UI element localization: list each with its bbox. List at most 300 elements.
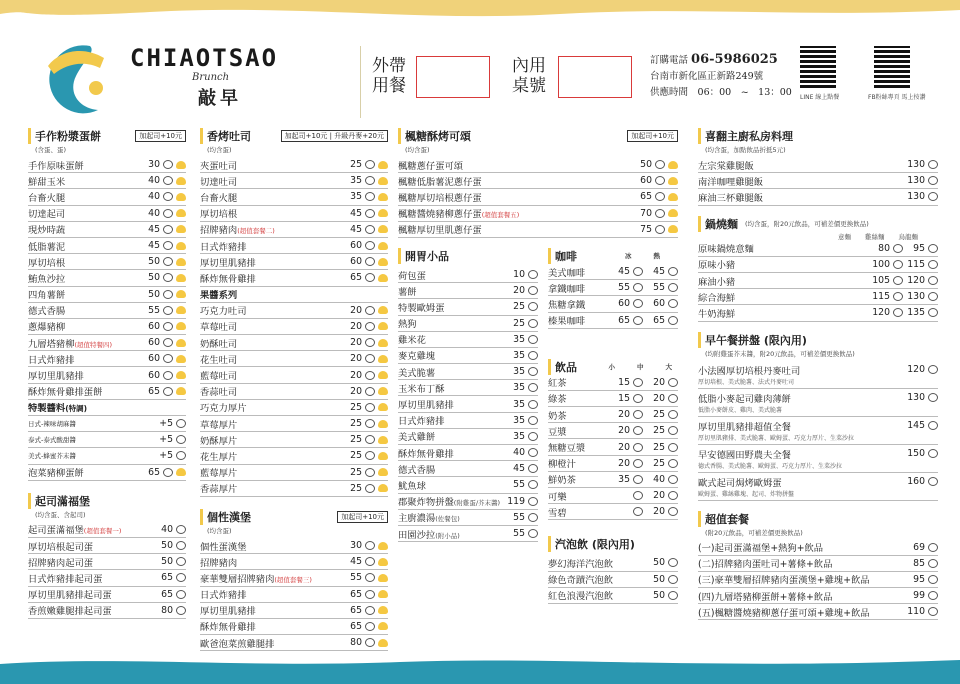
egg-icon: [176, 161, 186, 169]
select-circle[interactable]: [365, 622, 375, 631]
list-item[interactable]: [200, 481, 388, 497]
list-item[interactable]: [200, 351, 388, 367]
select-circle[interactable]: [365, 468, 375, 477]
select-circle[interactable]: [528, 480, 538, 489]
select-circle[interactable]: [633, 378, 643, 387]
list-item[interactable]: [398, 413, 538, 429]
list-item[interactable]: [698, 417, 938, 445]
select-circle[interactable]: [365, 451, 375, 460]
select-circle[interactable]: [668, 475, 678, 484]
list-item[interactable]: [28, 538, 186, 554]
list-item[interactable]: [698, 241, 938, 257]
list-item[interactable]: [398, 222, 678, 238]
select-circle[interactable]: [528, 497, 538, 506]
price: 25: [350, 159, 362, 171]
select-circle[interactable]: [365, 192, 375, 201]
list-item[interactable]: [200, 173, 388, 189]
list-item[interactable]: [698, 361, 938, 389]
list-item[interactable]: [200, 570, 388, 586]
select-circle[interactable]: [893, 308, 903, 317]
select-circle[interactable]: [655, 192, 665, 201]
price: 60: [350, 256, 362, 268]
select-circle[interactable]: [163, 354, 173, 363]
select-circle[interactable]: [633, 394, 643, 403]
egg-icon: [176, 193, 186, 201]
brand-cn: 敲早: [198, 88, 242, 109]
list-item[interactable]: [548, 555, 678, 571]
select-circle[interactable]: [163, 290, 173, 299]
egg-icon: [378, 590, 388, 598]
price: 25: [350, 450, 362, 462]
item-name: 小法國厚切培根丹麥吐司: [698, 365, 801, 377]
list-item[interactable]: [28, 384, 186, 400]
price: +5: [159, 450, 173, 462]
list-item[interactable]: [200, 400, 388, 416]
select-circle[interactable]: [365, 225, 375, 234]
select-circle[interactable]: [163, 160, 173, 169]
price: 65: [148, 385, 160, 397]
select-circle[interactable]: [163, 257, 173, 266]
list-item[interactable]: [548, 423, 678, 439]
list-item[interactable]: [28, 416, 186, 432]
list-item[interactable]: [200, 465, 388, 481]
select-circle[interactable]: [928, 607, 938, 616]
select-circle[interactable]: [528, 302, 538, 311]
select-circle[interactable]: [176, 606, 186, 615]
list-item[interactable]: [28, 157, 186, 173]
item-name: (一)起司蛋滿福堡+熱狗+飲品: [698, 543, 824, 555]
list-item[interactable]: [200, 603, 388, 619]
list-item[interactable]: [200, 635, 388, 651]
select-circle[interactable]: [365, 484, 375, 493]
select-circle[interactable]: [365, 176, 375, 185]
select-circle[interactable]: [163, 338, 173, 347]
list-item[interactable]: [200, 157, 388, 173]
select-circle[interactable]: [163, 192, 173, 201]
select-circle[interactable]: [163, 176, 173, 185]
list-item[interactable]: [200, 319, 388, 335]
select-circle[interactable]: [633, 507, 643, 516]
item-name: 日式炸豬排: [28, 354, 75, 366]
select-circle[interactable]: [365, 257, 375, 266]
select-circle[interactable]: [893, 244, 903, 253]
list-item[interactable]: [548, 264, 678, 280]
list-item[interactable]: [548, 391, 678, 407]
list-item[interactable]: [28, 238, 186, 254]
select-circle[interactable]: [928, 449, 938, 458]
list-item[interactable]: [698, 257, 938, 273]
list-item[interactable]: [398, 267, 538, 283]
line-qr-code[interactable]: [800, 46, 836, 88]
select-circle[interactable]: [928, 160, 938, 169]
list-item[interactable]: [398, 477, 538, 493]
select-circle[interactable]: [928, 308, 938, 317]
select-circle[interactable]: [668, 316, 678, 325]
list-item[interactable]: [398, 189, 678, 205]
list-item[interactable]: [200, 554, 388, 570]
item-note: (附小品): [435, 531, 460, 540]
price: 55: [513, 479, 525, 491]
select-circle[interactable]: [365, 403, 375, 412]
list-item[interactable]: [398, 332, 538, 348]
price: 40: [161, 523, 173, 535]
select-circle[interactable]: [893, 260, 903, 269]
select-circle[interactable]: [633, 299, 643, 308]
list-item[interactable]: [28, 303, 186, 319]
price: 80: [350, 637, 362, 649]
section-bun: 個性漢堡 加起司+10元 (均含蛋) 個性蛋漢堡 30 招牌豬肉 45 豪華雙層招牌豬肉(超值套餐三) 55 日式炸豬排 65 厚切里肌豬排 65 酥炸無骨雞排 65 歐爸泡菜煎雞腿排 80: [200, 509, 388, 651]
select-circle[interactable]: [893, 276, 903, 285]
select-circle[interactable]: [365, 354, 375, 363]
select-circle[interactable]: [163, 241, 173, 250]
list-item[interactable]: [398, 283, 538, 299]
price: 40: [148, 207, 160, 219]
select-circle[interactable]: [528, 351, 538, 360]
list-item[interactable]: [398, 316, 538, 332]
select-circle[interactable]: [928, 244, 938, 253]
egg-icon: [668, 161, 678, 169]
list-item[interactable]: [398, 157, 678, 173]
price: 50: [148, 288, 160, 300]
price: 50: [653, 557, 665, 569]
select-circle[interactable]: [176, 541, 186, 550]
item-name: 荷包蛋: [398, 270, 426, 282]
item-name: 豆漿: [548, 426, 567, 438]
select-circle[interactable]: [365, 435, 375, 444]
price: 45: [618, 266, 630, 278]
item-name: 德式香腸: [28, 306, 66, 318]
list-item[interactable]: [28, 554, 186, 570]
list-item[interactable]: [28, 351, 186, 367]
select-circle[interactable]: [365, 241, 375, 250]
select-circle[interactable]: [668, 394, 678, 403]
egg-icon: [176, 258, 186, 266]
list-item[interactable]: [398, 510, 538, 526]
list-item[interactable]: [548, 504, 678, 520]
select-circle[interactable]: [928, 260, 938, 269]
select-circle[interactable]: [176, 435, 186, 444]
select-circle[interactable]: [928, 176, 938, 185]
item-name: 夢幻海洋汽泡飲: [548, 558, 614, 570]
select-circle[interactable]: [633, 283, 643, 292]
select-circle[interactable]: [893, 292, 903, 301]
list-item[interactable]: [28, 287, 186, 303]
list-item[interactable]: [548, 488, 678, 504]
select-circle[interactable]: [668, 299, 678, 308]
select-circle[interactable]: [528, 367, 538, 376]
list-item[interactable]: [200, 270, 388, 286]
list-item[interactable]: [698, 389, 938, 417]
list-item[interactable]: [698, 289, 938, 305]
list-item[interactable]: [698, 556, 938, 572]
select-circle[interactable]: [176, 451, 186, 460]
list-item[interactable]: [200, 335, 388, 351]
select-circle[interactable]: [633, 267, 643, 276]
list-item[interactable]: [698, 572, 938, 588]
select-circle[interactable]: [163, 371, 173, 380]
select-circle[interactable]: [668, 558, 678, 567]
list-item[interactable]: [28, 189, 186, 205]
list-item[interactable]: 泡菜豬柳蛋餅 65: [28, 465, 186, 481]
list-item[interactable]: [398, 396, 538, 412]
list-item[interactable]: [398, 445, 538, 461]
select-circle[interactable]: [528, 448, 538, 457]
list-item[interactable]: [200, 222, 388, 238]
select-circle[interactable]: [365, 387, 375, 396]
select-circle[interactable]: [668, 443, 678, 452]
select-circle[interactable]: [668, 267, 678, 276]
select-circle[interactable]: [528, 270, 538, 279]
select-circle[interactable]: [668, 283, 678, 292]
list-item[interactable]: [698, 473, 938, 501]
item-name: 香蒜厚片: [200, 484, 238, 496]
select-circle[interactable]: [528, 432, 538, 441]
list-item[interactable]: [28, 254, 186, 270]
select-circle[interactable]: [655, 225, 665, 234]
price: 80: [161, 604, 173, 616]
select-circle[interactable]: [163, 387, 173, 396]
list-item[interactable]: [398, 380, 538, 396]
list-item[interactable]: [200, 619, 388, 635]
list-item[interactable]: [28, 222, 186, 238]
select-circle[interactable]: [668, 459, 678, 468]
platter-row: [698, 391, 938, 405]
select-circle[interactable]: [365, 573, 375, 582]
select-circle[interactable]: [163, 209, 173, 218]
price: 25: [350, 466, 362, 478]
promo-note: (超值套餐五): [481, 211, 520, 220]
list-item[interactable]: [200, 367, 388, 383]
select-circle[interactable]: [163, 225, 173, 234]
select-circle[interactable]: [928, 292, 938, 301]
select-circle[interactable]: [528, 319, 538, 328]
select-circle[interactable]: [928, 591, 938, 600]
list-item[interactable]: [398, 299, 538, 315]
select-circle[interactable]: [928, 192, 938, 201]
list-item[interactable]: [28, 432, 186, 448]
select-circle[interactable]: [163, 273, 173, 282]
select-circle[interactable]: [668, 378, 678, 387]
list-item[interactable]: [548, 280, 678, 296]
price: 120: [907, 364, 925, 375]
list-item[interactable]: [28, 319, 186, 335]
item-name: 日式炸豬排: [200, 241, 247, 253]
list-item[interactable]: [698, 540, 938, 556]
select-circle[interactable]: [928, 365, 938, 374]
select-circle[interactable]: [668, 410, 678, 419]
select-circle[interactable]: [176, 573, 186, 582]
list-item[interactable]: [200, 587, 388, 603]
price: 15: [618, 376, 630, 388]
list-item[interactable]: [200, 206, 388, 222]
fb-qr-code[interactable]: [874, 46, 910, 88]
select-circle[interactable]: [655, 160, 665, 169]
list-item[interactable]: [698, 189, 938, 205]
select-circle[interactable]: [176, 590, 186, 599]
select-circle[interactable]: [928, 276, 938, 285]
select-circle[interactable]: [365, 273, 375, 282]
select-circle[interactable]: [633, 443, 643, 452]
list-item[interactable]: [548, 313, 678, 329]
list-item[interactable]: [548, 572, 678, 588]
select-circle[interactable]: [365, 590, 375, 599]
select-circle[interactable]: [176, 525, 186, 534]
select-circle[interactable]: [528, 513, 538, 522]
list-item[interactable]: [28, 587, 186, 603]
list-item[interactable]: [28, 522, 186, 538]
list-item[interactable]: [28, 603, 186, 619]
select-circle[interactable]: [528, 400, 538, 409]
list-item[interactable]: [548, 456, 678, 472]
list-item[interactable]: [548, 407, 678, 423]
item-name: 紅茶: [548, 378, 567, 390]
select-circle[interactable]: [365, 541, 375, 550]
list-item[interactable]: [200, 432, 388, 448]
select-circle[interactable]: [365, 419, 375, 428]
select-circle[interactable]: [668, 575, 678, 584]
list-item[interactable]: [698, 604, 938, 620]
item-name: 美式脆薯: [398, 367, 436, 379]
select-circle[interactable]: [365, 322, 375, 331]
price: 70: [640, 207, 652, 219]
list-item[interactable]: [28, 206, 186, 222]
select-circle[interactable]: [668, 507, 678, 516]
select-circle[interactable]: [365, 371, 375, 380]
item-name: 泰式-泰式酸甜醬: [28, 436, 76, 445]
select-circle[interactable]: [163, 306, 173, 315]
dinein-box[interactable]: [558, 56, 632, 98]
item-name: 九層塔豬柳(超值特餐四): [28, 338, 113, 350]
select-circle[interactable]: [528, 383, 538, 392]
list-item[interactable]: [28, 448, 186, 464]
egg-icon: [668, 209, 678, 217]
brand-name: CHIAOTSAO: [130, 44, 279, 72]
list-item[interactable]: [200, 448, 388, 464]
select-circle[interactable]: [365, 338, 375, 347]
list-item[interactable]: [398, 494, 538, 510]
select-circle[interactable]: [163, 322, 173, 331]
price: 25: [350, 401, 362, 413]
list-item[interactable]: [398, 461, 538, 477]
list-item[interactable]: [398, 429, 538, 445]
list-item[interactable]: [698, 445, 938, 473]
select-circle[interactable]: [655, 176, 665, 185]
select-circle[interactable]: [528, 286, 538, 295]
takeout-label: 外帶 用餐: [372, 56, 406, 96]
select-circle[interactable]: [633, 316, 643, 325]
select-circle[interactable]: [928, 421, 938, 430]
price: 20: [350, 337, 362, 349]
price: 45: [350, 556, 362, 568]
list-item[interactable]: [398, 348, 538, 364]
select-circle[interactable]: [365, 160, 375, 169]
item-name: 可樂: [548, 491, 567, 503]
select-circle[interactable]: [655, 209, 665, 218]
list-item[interactable]: [398, 526, 538, 542]
price: 65: [350, 620, 362, 632]
select-circle[interactable]: [633, 491, 643, 500]
select-circle[interactable]: [928, 477, 938, 486]
select-circle[interactable]: [668, 426, 678, 435]
select-circle[interactable]: [668, 491, 678, 500]
list-item[interactable]: [548, 375, 678, 391]
list-item[interactable]: [398, 364, 538, 380]
list-item[interactable]: [200, 303, 388, 319]
price: 60: [653, 298, 665, 310]
list-item[interactable]: [398, 206, 678, 222]
list-item[interactable]: [200, 538, 388, 554]
list-item[interactable]: [698, 305, 938, 321]
list-item[interactable]: [200, 254, 388, 270]
select-circle[interactable]: [928, 575, 938, 584]
select-circle[interactable]: [365, 606, 375, 615]
egg-icon: [378, 468, 388, 476]
select-circle[interactable]: [365, 638, 375, 647]
select-circle[interactable]: [365, 557, 375, 566]
item-name: 鮪魚沙拉: [28, 273, 66, 285]
select-circle[interactable]: [365, 306, 375, 315]
select-circle[interactable]: [633, 459, 643, 468]
egg-icon: [378, 436, 388, 444]
list-item[interactable]: [698, 273, 938, 289]
select-circle[interactable]: [928, 543, 938, 552]
select-circle[interactable]: [633, 426, 643, 435]
list-item[interactable]: [200, 238, 388, 254]
list-item[interactable]: [28, 270, 186, 286]
select-circle[interactable]: [528, 464, 538, 473]
list-item[interactable]: [548, 439, 678, 455]
list-item[interactable]: [398, 173, 678, 189]
egg-icon: [378, 606, 388, 614]
list-item[interactable]: [548, 296, 678, 312]
list-item[interactable]: [28, 570, 186, 586]
item-desc: 歐姆蛋、雞絲雞塊、起司、炸物拼盤: [698, 490, 795, 498]
brand-sub: Brunch: [192, 72, 230, 83]
select-circle[interactable]: [176, 419, 186, 428]
egg-icon: [176, 242, 186, 250]
list-item[interactable]: [698, 588, 938, 604]
select-circle[interactable]: [365, 209, 375, 218]
select-circle[interactable]: [176, 557, 186, 566]
select-circle[interactable]: [928, 559, 938, 568]
price: 50: [148, 272, 160, 284]
list-item[interactable]: [200, 189, 388, 205]
list-item[interactable]: [200, 384, 388, 400]
list-item[interactable]: [28, 335, 186, 351]
price: 40: [653, 473, 665, 485]
list-item[interactable]: [28, 367, 186, 383]
takeout-box[interactable]: [416, 56, 490, 98]
price: 25: [513, 317, 525, 329]
select-circle[interactable]: [633, 410, 643, 419]
select-circle[interactable]: [528, 335, 538, 344]
select-circle[interactable]: [668, 591, 678, 600]
select-circle[interactable]: [928, 393, 938, 402]
item-name: 台畜火腿: [28, 192, 66, 204]
select-circle[interactable]: [528, 529, 538, 538]
list-item[interactable]: [548, 588, 678, 604]
list-item[interactable]: [698, 157, 938, 173]
select-circle[interactable]: [633, 475, 643, 484]
list-item[interactable]: [28, 173, 186, 189]
item-name: 早安德國田野農夫全餐: [698, 449, 791, 461]
egg-icon: [378, 484, 388, 492]
list-item[interactable]: [548, 472, 678, 488]
price: 60: [148, 369, 160, 381]
list-item[interactable]: [698, 173, 938, 189]
select-circle[interactable]: [528, 416, 538, 425]
list-item[interactable]: [200, 416, 388, 432]
